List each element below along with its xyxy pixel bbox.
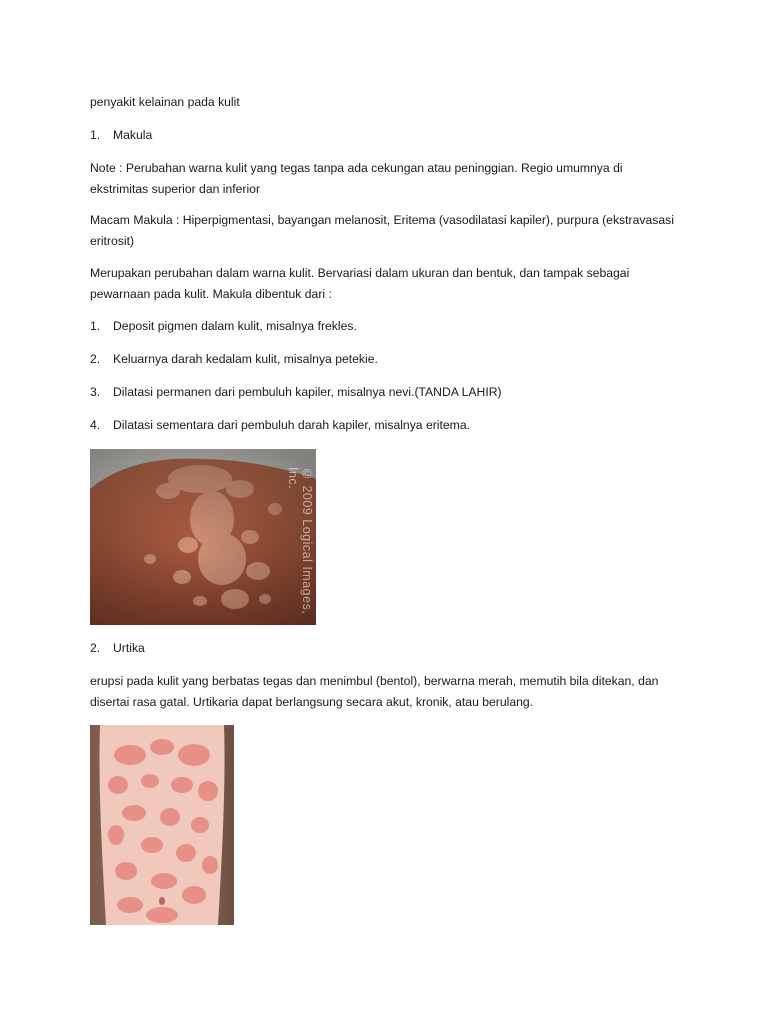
list-number: 3.: [90, 385, 101, 399]
description-paragraph: Merupakan perubahan dalam warna kulit. Bervariasi dalam ukuran dan bentuk, dan tampak sebagai pewarnaan pada kulit. Makula dibentuk dari :: [90, 266, 630, 301]
makula-back-illustration: [90, 449, 316, 625]
list-item: [90, 382, 680, 403]
section-number: 1.: [90, 128, 101, 142]
section-number: 2.: [90, 641, 101, 655]
note-paragraph: Note : Perubahan warna kulit yang tegas tanpa ada cekungan atau peninggian. Regio umumnya di ekstrimitas superior dan inferior: [90, 161, 623, 196]
section-heading-urtika: [90, 638, 680, 659]
list-item: [90, 316, 680, 337]
list-item: [90, 349, 680, 370]
makula-back-photo: [90, 449, 316, 625]
list-text: Keluarnya darah kedalam kulit, misalnya petekie.: [113, 352, 378, 366]
list-number: 2.: [90, 352, 101, 366]
urtika-torso-illustration: [90, 725, 234, 925]
list-text: Dilatasi sementara dari pembuluh darah kapiler, misalnya eritema.: [113, 418, 470, 432]
urtika-paragraph: erupsi pada kulit yang berbatas tegas dan menimbul (bentol), berwarna merah, memutih bila ditekan, dan disertai rasa gatal. Urtikaria dapat berlangsung secara akut, kronik, atau berulang.: [90, 674, 659, 709]
section-title: Makula: [113, 128, 153, 142]
list-item: [90, 415, 680, 436]
section-heading-makula: [90, 125, 680, 146]
list-number: 1.: [90, 319, 101, 333]
list-number: 4.: [90, 418, 101, 432]
section-title: Urtika: [113, 641, 145, 655]
urtika-torso-photo: [90, 725, 234, 925]
list-text: Dilatasi permanen dari pembuluh kapiler, misalnya nevi.(TANDA LAHIR): [113, 385, 502, 399]
list-text: Deposit pigmen dalam kulit, misalnya frekles.: [113, 319, 357, 333]
document-title: penyakit kelainan pada kulit: [90, 95, 240, 109]
types-paragraph: Macam Makula : Hiperpigmentasi, bayangan melanosit, Eritema (vasodilatasi kapiler), purpura (ekstravasasi eritrosit): [90, 213, 674, 248]
photo-watermark: © 2009 Logical Images, Inc.: [286, 467, 314, 615]
